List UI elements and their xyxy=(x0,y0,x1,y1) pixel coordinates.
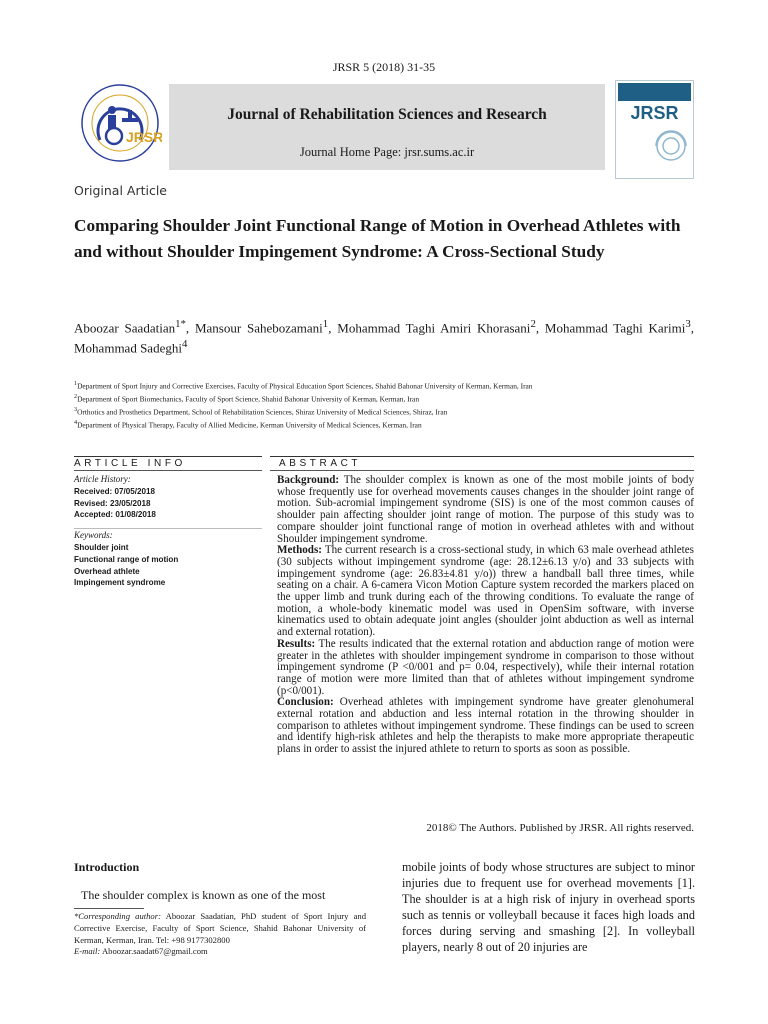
journal-banner xyxy=(169,84,605,170)
article-info-divider xyxy=(74,470,262,471)
author-name: Mohammad Taghi Karimi xyxy=(544,320,686,336)
affiliations xyxy=(74,379,700,431)
abstract-heading: ABSTRACT xyxy=(270,456,694,469)
author-name: Mohammad Sadeghi xyxy=(74,340,182,356)
logo-letters: JRSR xyxy=(126,129,162,145)
footnote-divider xyxy=(74,908,144,909)
affiliation-item: $^4$Department of Physical Therapy, Faculty of Allied Medicine, Kerman University of Medical Sciences, Kerman, Iran xyxy=(74,419,422,430)
abstract-divider xyxy=(270,470,694,471)
corresponding-author-label: *Corresponding author: xyxy=(74,911,161,921)
cover-decoration-icon xyxy=(616,124,693,174)
copyright-notice: 2018© The Authors. Published by JRSR. All rights reserved. xyxy=(426,822,694,834)
email-label: E-mail: xyxy=(74,946,101,957)
abstract-methods: Methods: The current research is a cross-sectional study, in which 63 male overhead athletes (30 subjects without impingement syndrome (age: 28.12±6.13 y/o) and 33 subjects with impingement syndrome (age: 26.83±4.81 y/o)) threw a handball ball three times, while seating on a chair. A 6-camera Vicon Motion Capture system recorded the markers placed on the upper limb and trunk during each of the throwing conditions. To evaluate the range of motion, a whole-body kinematic model was used in OpenSim software, with inverse kinematics used to obtain adequate joint angles (shoulder joint abduction as well as internal and external rotation). xyxy=(277,544,694,639)
received-date: Received: 07/05/2018 xyxy=(74,486,155,496)
abstract-background: Background: The shoulder complex is known as one of the most mobile joints of body whose frequently use for overhead movements causes changes in the shoulder joint range of motion. Sub-acromial impingement syndrome (SIS) is one of the most common causes of shoulder pain affecting shoulder joint range of motion. The purpose of this study was to compare shoulder joint functional range of motion in overhead athletes with and without Shoulder impingement syndrome. xyxy=(277,474,694,545)
keyword-item: Overhead athlete xyxy=(74,566,140,576)
keyword-item: Functional range of motion xyxy=(74,554,179,564)
article-history-label: Article History: xyxy=(74,474,131,484)
affiliation-item: $^3$Orthotics and Prosthetics Department, School of Rehabilitation Sciences, Shiraz University of Medical Sciences, Shiraz, Iran xyxy=(74,406,448,417)
journal-title: Journal of Rehabilitation Sciences and Research xyxy=(227,106,547,123)
journal-citation: JRSR 5 (2018) 31-35 xyxy=(332,60,436,74)
author-affil-num: 1 xyxy=(322,318,329,330)
article-title: Comparing Shoulder Joint Functional Range of Motion in Overhead Athletes with and without Shoulder Impingement Syndrome: A Cross-Sectional Study xyxy=(74,216,681,261)
author-name: Mansour Sahebozamani xyxy=(194,320,323,336)
corresponding-author-footnote xyxy=(74,911,366,958)
corresponding-author-text: Aboozar Saadatian, PhD student of Sport Injury and Corrective Exercise, Faculty of Sport Science, Shahid Bahonar University of Kerman, Kerman, Iran. Tel: +98 9177302800 xyxy=(74,911,367,945)
affiliation-item: $^2$Department of Sport Biomechanics, Faculty of Sport Science, Shahid Bahonar University of Kerman, Kerman, Iran xyxy=(74,393,420,404)
journal-cover-image xyxy=(615,80,694,179)
author-affil-num: 1* xyxy=(175,318,186,330)
cover-journal-name: JRSR xyxy=(630,103,679,123)
keyword-item: Impingement syndrome xyxy=(74,578,166,588)
abstract-results: Results: The results indicated that the external rotation and abduction range of motion were greater in the athletes with shoulder impingement syndrome in comparison to those without impingement syndrome (P <0/001 and p= 0.04, respectively), while their internal rotation range of motion were more limited than that of athletes without impingement syndrome (p<0/001). xyxy=(277,637,694,697)
author-affil-num: 2 xyxy=(530,318,536,330)
keyword-item: Shoulder joint xyxy=(74,542,129,552)
introduction-text-left: The shoulder complex is known as one of the most xyxy=(81,888,326,902)
keywords-label: Keywords: xyxy=(74,528,262,542)
accepted-date: Accepted: 01/08/2018 xyxy=(74,510,156,520)
affiliation-item: $^1$Department of Sport Injury and Corrective Exercises, Faculty of Physical Education Sport Sciences, Shahid Bahonar University of Kerman, Kerman, Iran xyxy=(74,381,533,391)
journal-home-page[interactable]: Journal Home Page: jrsr.sums.ac.ir xyxy=(299,145,475,159)
abstract-conclusion: Conclusion: Overhead athletes with impingement syndrome have greater glenohumeral external rotation and abduction and less internal rotation in the throwing shoulder in comparison to athletes without impingement syndrome. These findings can be used to screen and identify high-risk athletes and help the therapists to make more appropriate therapeutic plans in order to assist the injured athlete to return to sports as soon as possible. xyxy=(277,696,695,756)
introduction-heading: Introduction xyxy=(74,860,140,874)
journal-logo xyxy=(78,80,162,166)
introduction-text-right: mobile joints of body whose structures are subject to minor injuries due to frequent use for overhead movements [1]. The shoulder is at a high risk of injury in overhead sports such as tennis or volleyball because it faces high loads and forces during serving and smashing [2]. In volleyball players, nearly 8 out of 20 injuries are xyxy=(402,860,695,954)
author-name: Mohammad Taghi Amiri Khorasani xyxy=(337,320,531,336)
cover-header-band xyxy=(618,83,691,101)
revised-date: Revised: 23/05/2018 xyxy=(74,498,151,508)
author-list: Aboozar Saadatian$^{1*}$, Mansour Sahebozamani$^1$, Mohammad Taghi Amiri Khorasani$^2$, Mohammad Taghi Karimi$^3$, Mohammad Sadeghi$^4$ xyxy=(74,318,694,356)
article-info xyxy=(74,474,262,589)
email-address[interactable]: Aboozar.saadat67@gmail.com xyxy=(101,946,208,957)
article-type: Original Article xyxy=(74,183,167,198)
author-affil-num: 4 xyxy=(181,338,188,351)
article-info-heading: ARTICLE INFO xyxy=(74,456,262,469)
author-affil-num: 3 xyxy=(685,318,691,330)
abstract-body xyxy=(277,475,694,756)
author-name: Aboozar Saadatian xyxy=(74,320,176,336)
